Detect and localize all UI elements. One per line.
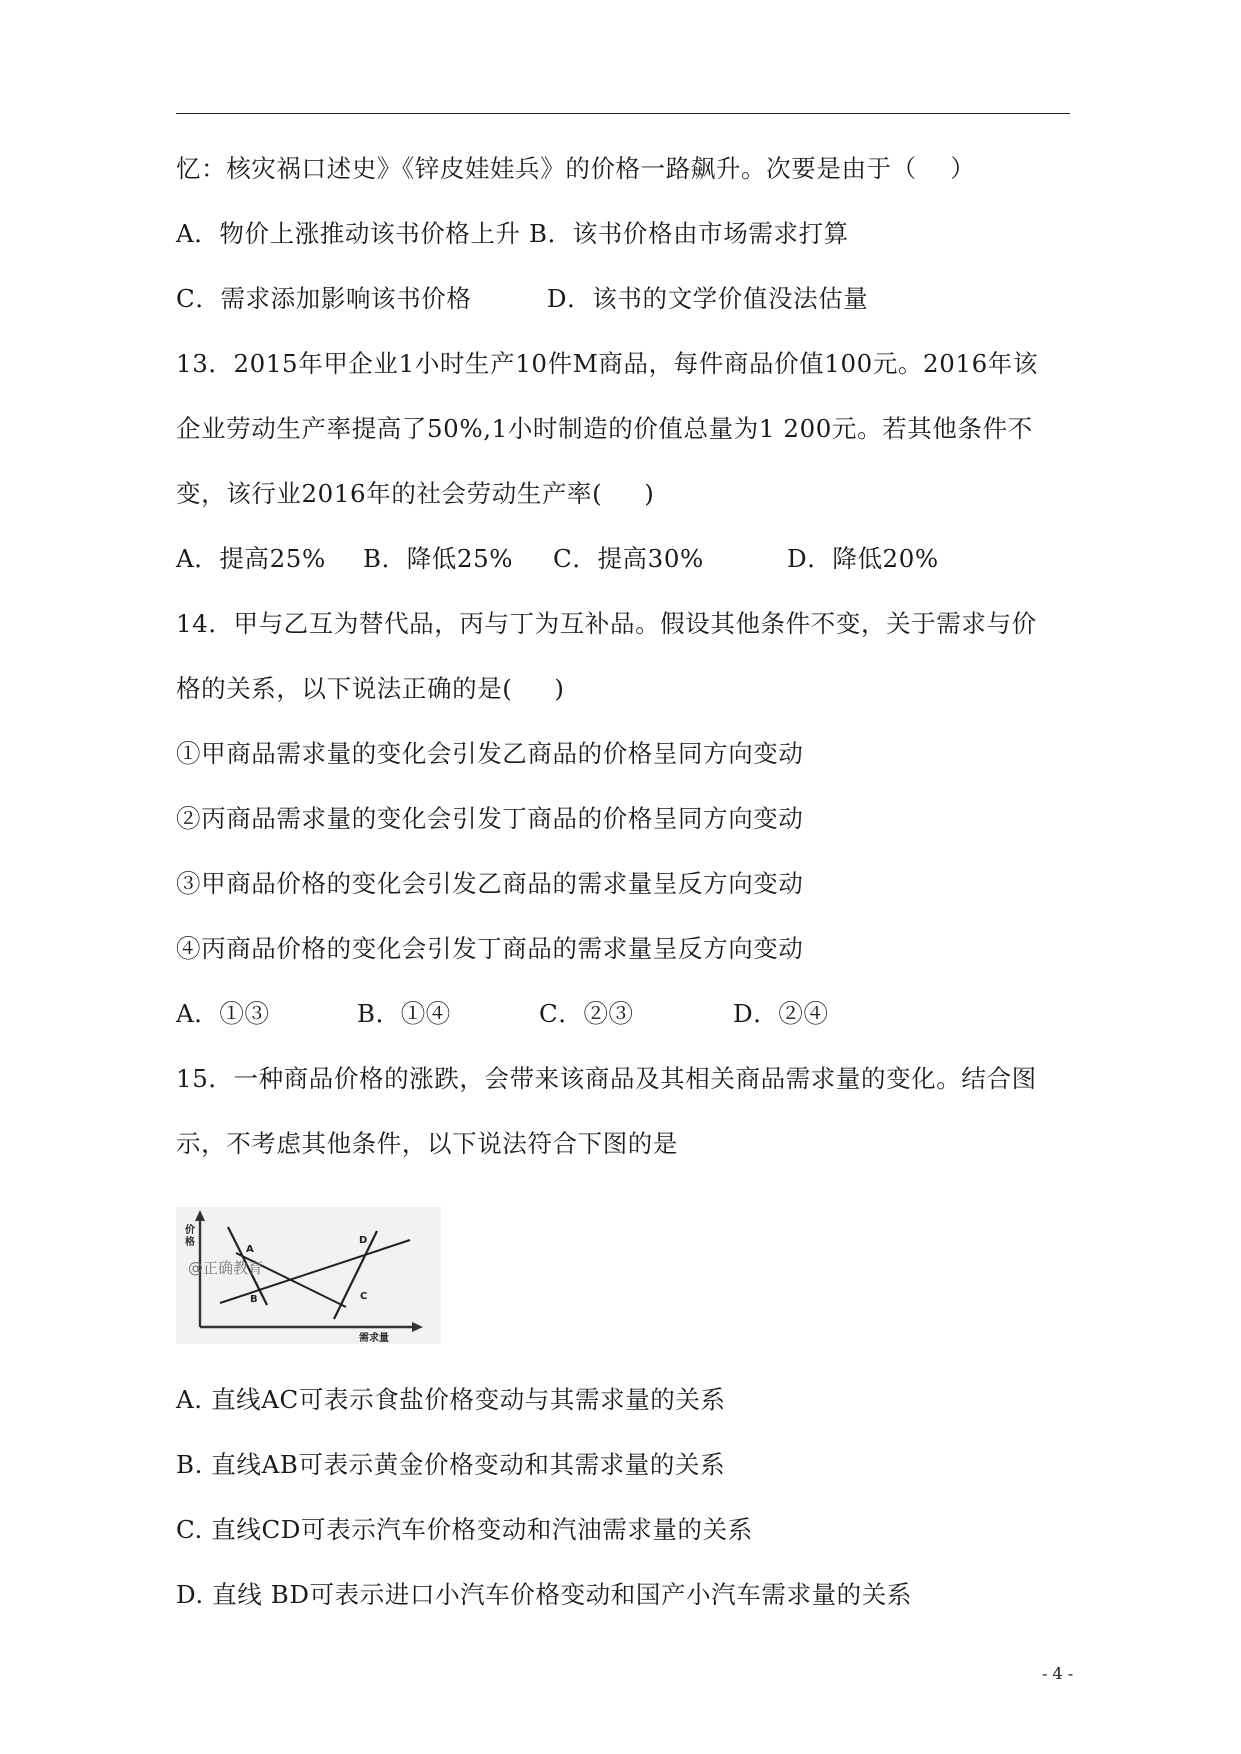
q13-option-a: A．提高25%	[176, 544, 326, 573]
q14-stem-line-1: 14．甲与乙互为替代品，丙与丁为互补品。假设其他条件不变，关于需求与价	[176, 609, 1037, 638]
q14-option-d: D．②④	[733, 999, 829, 1028]
q13-option-b: B．降低25%	[363, 544, 514, 573]
watermark: @正确教育	[188, 1259, 264, 1277]
demand-price-graph	[176, 1207, 441, 1344]
q14-statement-2: ②丙商品需求量的变化会引发丁商品的价格呈同方向变动	[176, 804, 804, 833]
q13-stem-line-2: 企业劳动生产率提高了50%,1小时制造的价值总量为1 200元。若其他条件不	[176, 414, 1033, 443]
q14-statement-3: ③甲商品价格的变化会引发乙商品的需求量呈反方向变动	[176, 869, 804, 898]
x-axis-arrow-icon	[412, 1322, 423, 1332]
q15-option-a: A. 直线AC可表示食盐价格变动与其需求量的关系	[176, 1385, 726, 1414]
q14-option-b: B．①④	[357, 999, 451, 1028]
point-d-label: D	[359, 1235, 368, 1246]
q14-option-c: C．②③	[539, 999, 634, 1028]
demand-price-figure	[176, 1207, 441, 1344]
q15-option-d: D. 直线 BD可表示进口小汽车价格变动和国产小汽车需求量的关系	[176, 1580, 912, 1609]
q13-option-c: C．提高30%	[553, 544, 704, 573]
q15-option-b: B. 直线AB可表示黄金价格变动和其需求量的关系	[176, 1450, 726, 1479]
header-rule	[176, 113, 1070, 114]
q14-option-a: A．①③	[176, 999, 270, 1028]
y-axis-label-1: 价	[185, 1225, 195, 1236]
x-axis-label: 需求量	[359, 1333, 389, 1344]
q15-stem-line-2: 示，不考虑其他条件，以下说法符合下图的是	[176, 1129, 678, 1158]
q14-stem-line-2: 格的关系，以下说法正确的是( )	[176, 674, 565, 703]
line-cd	[334, 1231, 377, 1319]
q12-options-cd: C．需求添加影响该书价格 D．该书的文学价值没法估量	[176, 284, 869, 313]
point-b-label: B	[250, 1294, 258, 1305]
q13-stem-line-1: 13．2015年甲企业1小时生产10件M商品，每件商品价值100元。2016年该	[176, 349, 1038, 378]
page-number: - 4 -	[1042, 1664, 1074, 1683]
q13-option-d: D．降低20%	[787, 544, 939, 573]
q12-stem-end: 忆：核灾祸口述史》《锌皮娃娃兵》的价格一路飙升。次要是由于（ ）	[176, 154, 976, 183]
point-a-label: A	[246, 1244, 254, 1255]
q15-option-c: C. 直线CD可表示汽车价格变动和汽油需求量的关系	[176, 1515, 753, 1544]
q14-statement-1: ①甲商品需求量的变化会引发乙商品的价格呈同方向变动	[176, 739, 804, 768]
y-axis-label-2: 格	[185, 1237, 195, 1248]
point-c-label: C	[360, 1291, 368, 1302]
y-axis-arrow-icon	[195, 1210, 205, 1221]
q14-statement-4: ④丙商品价格的变化会引发丁商品的需求量呈反方向变动	[176, 934, 804, 963]
q12-options-ab: A．物价上涨推动该书价格上升 B．该书价格由市场需求打算	[176, 219, 849, 248]
q15-stem-line-1: 15．一种商品价格的涨跌，会带来该商品及其相关商品需求量的变化。结合图	[176, 1064, 1037, 1093]
q13-stem-line-3: 变，该行业2016年的社会劳动生产率( )	[176, 479, 655, 508]
